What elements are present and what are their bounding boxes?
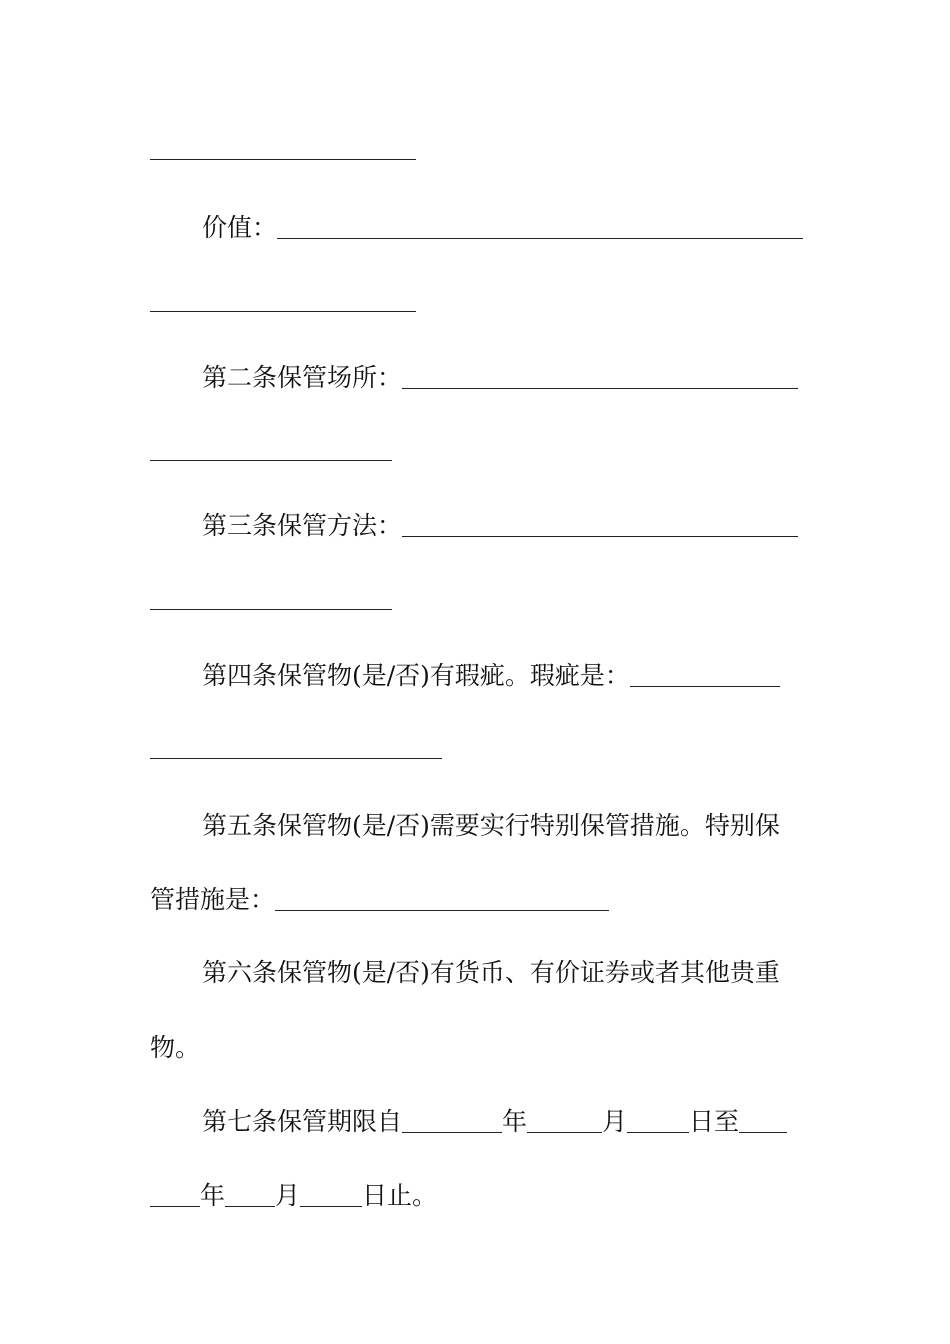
article-5-blank — [275, 880, 609, 911]
article-6: 第六条保管物(是/否)有货币、有价证券或者其他贵重 — [202, 958, 780, 987]
value-blank — [277, 208, 803, 239]
article-3-text: 第三条保管方法： — [202, 511, 403, 540]
article-7 — [202, 1102, 802, 1142]
article-5: 第五条保管物(是/否)需要实行特别保管措施。特别保 — [202, 811, 780, 840]
article-4 — [202, 656, 802, 696]
blank-line — [150, 460, 392, 461]
year-label: 年 — [502, 1107, 528, 1136]
article-2-blank — [402, 358, 798, 389]
start-day-blank — [627, 1102, 689, 1133]
blank-line — [150, 159, 416, 160]
value-label: 价值： — [202, 213, 278, 242]
start-month-blank — [527, 1102, 602, 1133]
end-year-label: 年 — [200, 1181, 226, 1210]
article-4-blank — [630, 656, 780, 687]
article-2-text: 第二条保管场所： — [202, 363, 403, 392]
article-7-cont — [150, 1176, 800, 1216]
article-7-prefix: 第七条保管期限自 — [202, 1107, 403, 1136]
end-label: 日止。 — [362, 1181, 438, 1210]
article-4-text: 第四条保管物(是/否)有瑕疵。瑕疵是： — [202, 661, 630, 690]
article-5-cont — [150, 880, 800, 920]
article-2 — [202, 358, 802, 398]
article-6-cont: 物。 — [150, 1033, 201, 1062]
article-3 — [202, 506, 802, 546]
blank-line — [150, 311, 416, 312]
end-month-blank — [225, 1176, 275, 1207]
end-month-label: 月 — [275, 1181, 301, 1210]
start-year-blank — [402, 1102, 502, 1133]
end-year-blank — [739, 1102, 787, 1133]
article-3-blank — [402, 506, 798, 537]
article-5-cont-text: 管措施是： — [150, 885, 276, 914]
end-day-blank — [300, 1176, 362, 1207]
value-field — [202, 208, 802, 248]
day-to-label: 日至 — [689, 1107, 740, 1136]
end-year-blank-cont — [150, 1176, 200, 1207]
blank-line — [150, 609, 392, 610]
blank-line — [150, 758, 442, 759]
month-label: 月 — [602, 1107, 628, 1136]
